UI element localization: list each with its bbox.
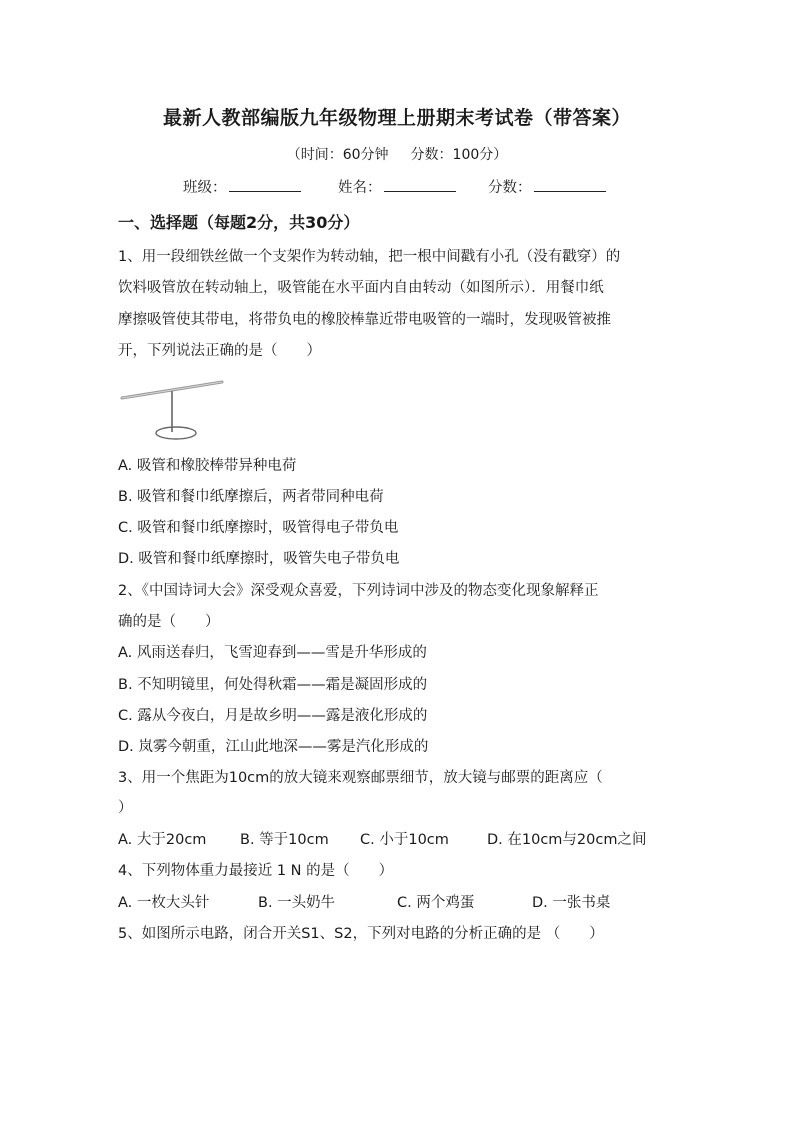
question-3-option-c: C. 小于10cm xyxy=(360,832,449,848)
name-label: 姓名： xyxy=(338,180,382,196)
section-heading: 一、选择题（每题2分，共30分） xyxy=(118,213,360,232)
question-2-option-c: C. 露从今夜白，月是故乡明——露是液化形成的 xyxy=(118,708,428,724)
class-blank[interactable] xyxy=(229,177,301,192)
exam-title: 最新人教部编版九年级物理上册期末考试卷（带答案） xyxy=(162,107,631,129)
question-1-option-d: D. 吸管和餐巾纸摩擦时，吸管失电子带负电 xyxy=(118,551,400,567)
question-3-option-d: D. 在10cm与20cm之间 xyxy=(487,832,647,848)
question-1-option-b: B. 吸管和餐巾纸摩擦后，两者带同种电荷 xyxy=(118,489,384,505)
exam-subtitle xyxy=(0,144,794,164)
class-field xyxy=(183,176,301,197)
question-2-line-1: 2、《中国诗词大会》深受观众喜爱，下列诗词中涉及的物态变化现象解释正 xyxy=(118,583,599,599)
question-4-option-c: C. 两个鸡蛋 xyxy=(397,895,475,911)
question-1-line-2: 饮料吸管放在转动轴上，吸管能在水平面内自由转动（如图所示）．用餐巾纸 xyxy=(118,280,604,296)
total-score-text: 分数：100分） xyxy=(410,147,508,163)
question-5-line: 5、如图所示电路，闭合开关S1、S2，下列对电路的分析正确的是 （ ） xyxy=(118,926,604,942)
question-4-line: 4、下列物体重力最接近 1 N 的是（ ） xyxy=(118,863,394,879)
score-field xyxy=(488,176,606,197)
question-1-line-3: 摩擦吸管使其带电，将带负电的橡胶棒靠近带电吸管的一端时，发现吸管被推 xyxy=(118,312,611,328)
question-2-option-b: B. 不知明镜里，何处得秋霜——霜是凝固形成的 xyxy=(118,677,428,693)
question-3-line-2: ） xyxy=(118,800,133,816)
question-3-line-1: 3、用一个焦距为10cm的放大镜来观察邮票细节，放大镜与邮票的距离应（ xyxy=(118,770,603,786)
question-2-option-d: D. 岚雾今朝重，江山此地深——雾是汽化形成的 xyxy=(118,739,429,755)
score-label: 分数： xyxy=(488,180,532,196)
score-blank[interactable] xyxy=(534,177,606,192)
question-1-line-4: 开，下列说法正确的是（ ） xyxy=(118,343,321,359)
straw-on-stand-figure xyxy=(118,378,228,444)
name-field xyxy=(338,176,456,197)
question-1-line-1: 1、用一段细铁丝做一个支架作为转动轴，把一根中间戳有小孔（没有戳穿）的 xyxy=(118,249,621,265)
question-1-option-a: A. 吸管和橡胶棒带异种电荷 xyxy=(118,458,297,474)
question-3-option-a: A. 大于20cm xyxy=(118,832,207,848)
question-2-line-2: 确的是（ ） xyxy=(118,614,220,630)
question-2-option-a: A. 风雨送春归，飞雪迎春到——雪是升华形成的 xyxy=(118,645,427,661)
class-label: 班级： xyxy=(183,180,227,196)
question-4-option-b: B. 一头奶牛 xyxy=(258,895,336,911)
time-text: （时间：60分钟 xyxy=(286,147,389,163)
name-blank[interactable] xyxy=(384,177,456,192)
question-1-option-c: C. 吸管和餐巾纸摩擦时，吸管得电子带负电 xyxy=(118,520,399,536)
question-4-option-a: A. 一枚大头针 xyxy=(118,895,210,911)
question-3-option-b: B. 等于10cm xyxy=(240,832,329,848)
question-4-option-d: D. 一张书桌 xyxy=(532,895,611,911)
